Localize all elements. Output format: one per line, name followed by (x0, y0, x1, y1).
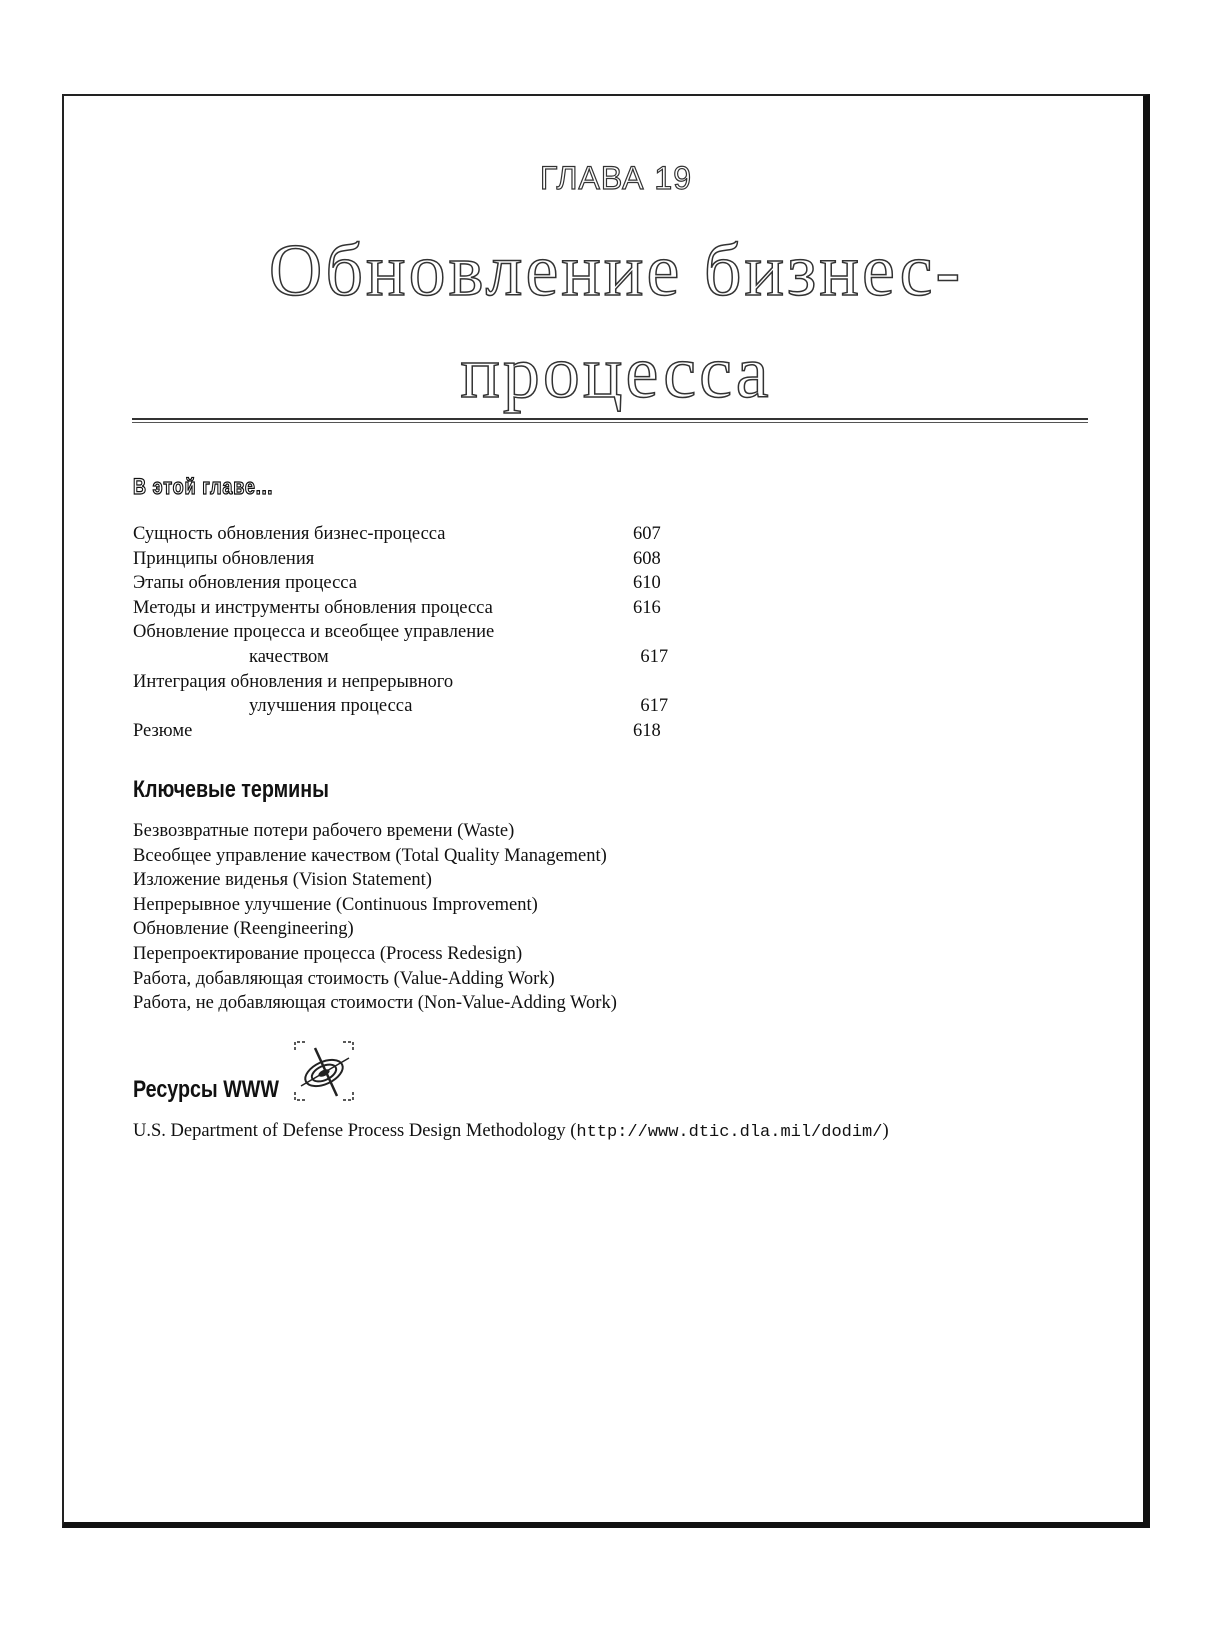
toc-item (133, 571, 673, 596)
toc-item-page: 616 (633, 597, 661, 618)
key-term-item: Всеобщее управление качеством (Total Quality Management) (133, 845, 607, 866)
toc-item-page: 617 (640, 696, 669, 717)
key-term-item: Перепроектирование процесса (Process Redesign) (133, 943, 523, 964)
chapter-contents (133, 522, 673, 743)
key-term-item: Безвозвратные потери рабочего времени (Waste) (133, 821, 515, 841)
key-term-item: Изложение виденья (Vision Statement) (133, 870, 432, 891)
key-term-item: Работа, не добавляющая стоимости (Non-Value-Adding Work) (133, 993, 617, 1014)
toc-item-page: 618 (633, 720, 661, 741)
in-this-chapter-heading: В этой главе... (133, 474, 274, 499)
toc-item-text: Этапы обновления процесса (133, 573, 357, 594)
toc-item-text: Интеграция обновления и непрерывного (133, 671, 454, 692)
toc-item (133, 620, 673, 645)
toc-item-text: Принципы обновления (133, 548, 315, 569)
toc-item (133, 670, 673, 695)
www-resource (133, 1121, 889, 1142)
chapter-title (0, 220, 1232, 424)
key-terms-list (133, 819, 833, 1016)
toc-item-text: Методы и инструменты обновления процесса (133, 597, 493, 618)
www-resources-heading: Ресурсы WWW (133, 1076, 279, 1103)
toc-item-continuation (133, 645, 673, 670)
toc-item-page: 608 (633, 548, 661, 569)
toc-item-text: Сущность обновления бизнес-процесса (133, 524, 446, 544)
toc-item (133, 719, 673, 744)
toc-item-page: 607 (633, 524, 661, 544)
resource-close: ) (882, 1121, 889, 1141)
toc-item-page: 617 (640, 646, 669, 667)
toc-item-continuation (133, 694, 673, 719)
key-term-item: Непрерывное улучшение (Continuous Improvement) (133, 894, 538, 915)
chapter-title-line2: процесса (460, 332, 772, 414)
chapter-title-line1: Обновление бизнес- (268, 230, 964, 312)
toc-item-page: 610 (633, 573, 661, 594)
toc-item-text: Резюме (133, 720, 193, 741)
resource-url[interactable]: http://www.dtic.dla.mil/dodim/ (576, 1123, 883, 1142)
key-term-item: Обновление (Reengineering) (133, 919, 354, 940)
title-divider (132, 418, 1088, 423)
chapter-label: ГЛАВА 19 (540, 160, 692, 196)
key-terms-heading: Ключевые термины (133, 776, 329, 803)
toc-item-text: улучшения процесса (249, 696, 413, 717)
web-target-icon (293, 1040, 355, 1102)
key-term-item: Работа, добавляющая стоимость (Value-Adding Work) (133, 968, 555, 989)
toc-item (133, 596, 673, 621)
toc-item-text: качеством (249, 646, 329, 667)
toc-item (133, 547, 673, 572)
toc-item-text: Обновление процесса и всеобщее управление (133, 622, 495, 643)
toc-item (133, 522, 673, 547)
resource-title: U.S. Department of Defense Process Design Methodology ( (133, 1121, 577, 1141)
